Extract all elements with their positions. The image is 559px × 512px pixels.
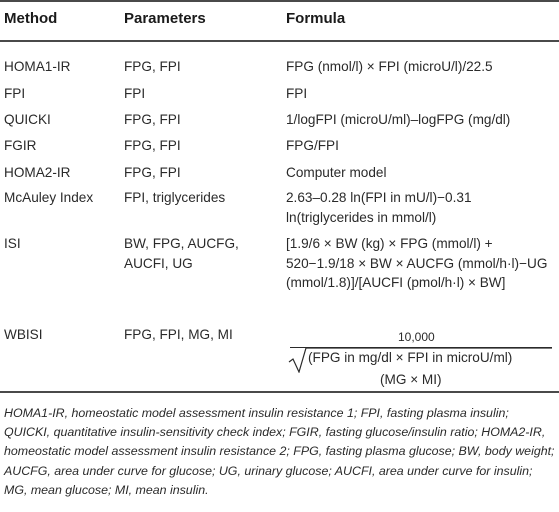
row-parameters: BW, FPG, AUCFG, AUCFI, UG (124, 236, 239, 271)
row-formula: [1.9/6 × BW (kg) × FPG (mmol/l) + 520−1.9/18 × BW × AUCFG (mmol/h·l)−UG (mmol/1.8)]/[AUCFI (pmol/h·l) × BW] (286, 236, 548, 290)
wbisi-denominator: (MG × MI) (380, 372, 442, 387)
row-method: FPI (4, 86, 26, 101)
header-rule (0, 40, 559, 42)
wbisi-numerator: 10,000 (398, 330, 435, 344)
row-method: ISI (4, 236, 21, 251)
row-method: QUICKI (4, 112, 51, 127)
row-parameters: FPG, FPI (124, 59, 181, 74)
row-formula: FPI (286, 86, 308, 101)
table-footnote: HOMA1-IR, homeostatic model assessment insulin resistance 1; FPI, fasting plasma insulin; QUICKI, quantitative insulin-sensitivity check index; FGIR, fasting glucose/insulin ratio; HOMA2-IR, homeostatic model assessment insulin resistance 2; FPG, fasting plasma glucose; BW, body weight; AUCFG, area under curve for glucose; UG, urinary glucose; AUCFI, area under curve for insulin; MG, mean glucose; MI, mean insulin. (4, 406, 555, 497)
row-formula: FPG/FPI (286, 138, 339, 153)
row-parameters: FPG, FPI (124, 138, 181, 153)
row-method: HOMA2-IR (4, 165, 71, 180)
wbisi-radicand: (FPG in mg/dl × FPI in microU/ml) (308, 350, 513, 365)
row-method: HOMA1-IR (4, 59, 71, 74)
row-parameters: FPI (124, 86, 146, 101)
row-method: WBISI (4, 327, 43, 342)
row-parameters: FPG, FPI (124, 112, 181, 127)
row-formula: FPG (nmol/l) × FPI (microU/l)/22.5 (286, 59, 493, 74)
bottom-rule (0, 391, 559, 393)
row-formula: 1/logFPI (microU/ml)–logFPG (mg/dl) (286, 112, 511, 127)
header-formula: Formula (286, 10, 346, 27)
row-method: McAuley Index (4, 190, 94, 205)
row-formula: 2.63–0.28 ln(FPI in mU/l)−0.31 ln(triglycerides in mmol/l) (286, 190, 472, 225)
wbisi-formula (286, 330, 556, 388)
row-parameters: FPG, FPI (124, 165, 181, 180)
row-parameters: FPG, FPI, MG, MI (124, 327, 233, 342)
row-formula: Computer model (286, 165, 387, 180)
header-parameters: Parameters (124, 10, 206, 27)
row-parameters: FPI, triglycerides (124, 190, 226, 205)
row-method: FGIR (4, 138, 37, 153)
header-method: Method (4, 10, 58, 27)
top-rule (0, 0, 559, 2)
